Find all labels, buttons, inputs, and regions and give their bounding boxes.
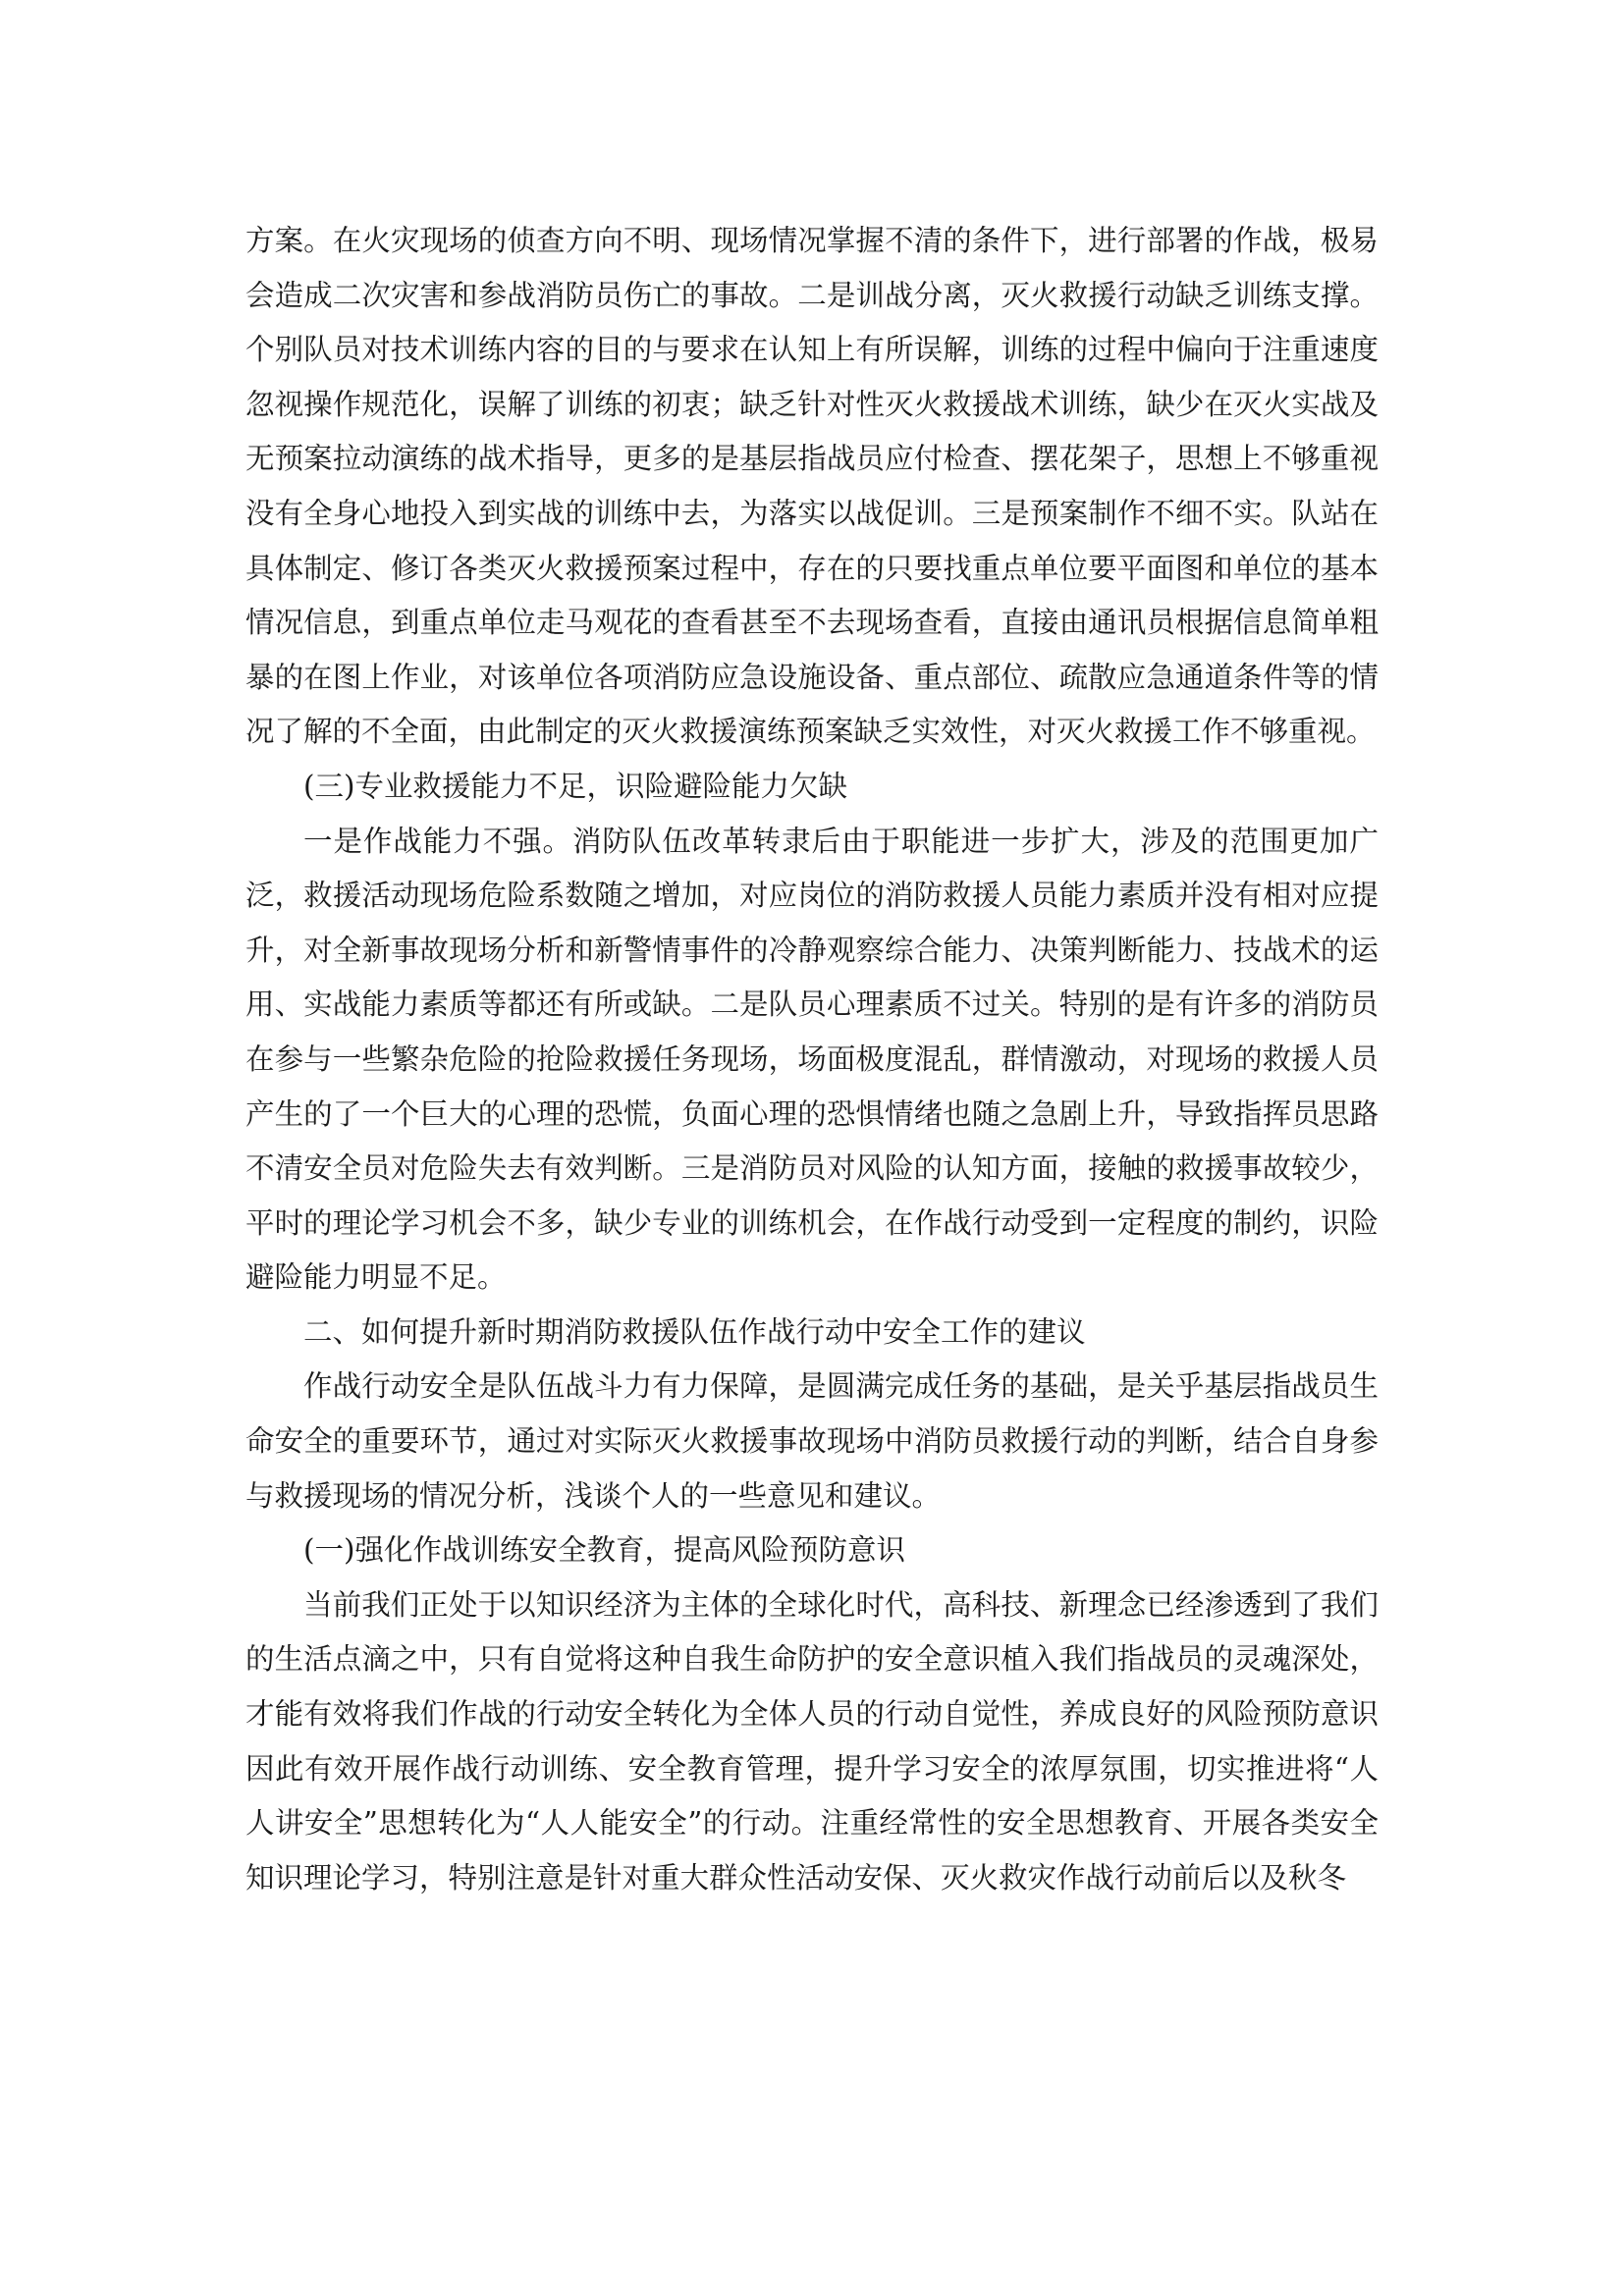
body-paragraph: 一是作战能力不强。消防队伍改革转隶后由于职能进一步扩大，涉及的范围更加广泛，救援活动现场危险系数随之增加，对应岗位的消防救援人员能力素质并没有相对应提升，对全新事故现场分析和新警情事件的冷静观察综合能力、决策判断能力、技战术的运用、实战能力素质等都还有所或缺。二是队员心理素质不过关。特别的是有许多的消防员在参与一些繁杂危险的抢险救援任务现场，场面极度混乱，群情激动，对现场的救援人员产生的了一个巨大的心理的恐慌，负面心理的恐惧情绪也随之急剧上升，导致指挥员思路不清安全员对危险失去有效判断。三是消防员对风险的认知方面，接触的救援事故较少，平时的理论学习机会不多，缺少专业的训练机会，在作战行动受到一定程度的制约，识险避险能力明显不足。 [245, 824, 1379, 1295]
section-heading: (三)专业救援能力不足，识险避险能力欠缺 [303, 769, 848, 803]
section-heading: (一)强化作战训练安全教育，提高风险预防意识 [303, 1533, 906, 1568]
section-heading: 二、如何提升新时期消防救援队伍作战行动中安全工作的建议 [303, 1314, 1086, 1349]
body-paragraph: 作战行动安全是队伍战斗力有力保障，是圆满完成任务的基础，是关乎基层指战员生命安全的重要环节，通过对实际灭火救援事故现场中消防员救援行动的判断，结合自身参与救援现场的情况分析，浅谈个人的一些意见和建议。 [245, 1369, 1379, 1513]
body-paragraph: 当前我们正处于以知识经济为主体的全球化时代，高科技、新理念已经渗透到了我们的生活点滴之中，只有自觉将这种自我生命防护的安全意识植入我们指战员的灵魂深处，才能有效将我们作战的行动安全转化为全体人员的行动自觉性，养成良好的风险预防意识因此有效开展作战行动训练、安全教育管理，提升学习安全的浓厚氛围，切实推进将“人人讲安全”思想转化为“人人能安全”的行动。注重经常性的安全思想教育、开展各类安全知识理论学习，特别注意是针对重大群众性活动安保、灭火救灾作战行动前后以及秋冬 [245, 1587, 1379, 1895]
document-body [245, 214, 1379, 1905]
body-paragraph: 方案。在火灾现场的侦查方向不明、现场情况掌握不清的条件下，进行部署的作战，极易会造成二次灾害和参战消防员伤亡的事故。二是训战分离，灭火救援行动缺乏训练支撑。个别队员对技术训练内容的目的与要求在认知上有所误解，训练的过程中偏向于注重速度忽视操作规范化，误解了训练的初衷；缺乏针对性灭火救援战术训练，缺少在灭火实战及无预案拉动演练的战术指导，更多的是基层指战员应付检查、摆花架子，思想上不够重视没有全身心地投入到实战的训练中去，为落实以战促训。三是预案制作不细不实。队站在具体制定、修订各类灭火救援预案过程中，存在的只要找重点单位要平面图和单位的基本情况信息，到重点单位走马观花的查看甚至不去现场查看，直接由通讯员根据信息简单粗暴的在图上作业，对该单位各项消防应急设施设备、重点部位、疏散应急通道条件等的情况了解的不全面，由此制定的灭火救援演练预案缺乏实效性，对灭火救援工作不够重视。 [245, 224, 1379, 749]
